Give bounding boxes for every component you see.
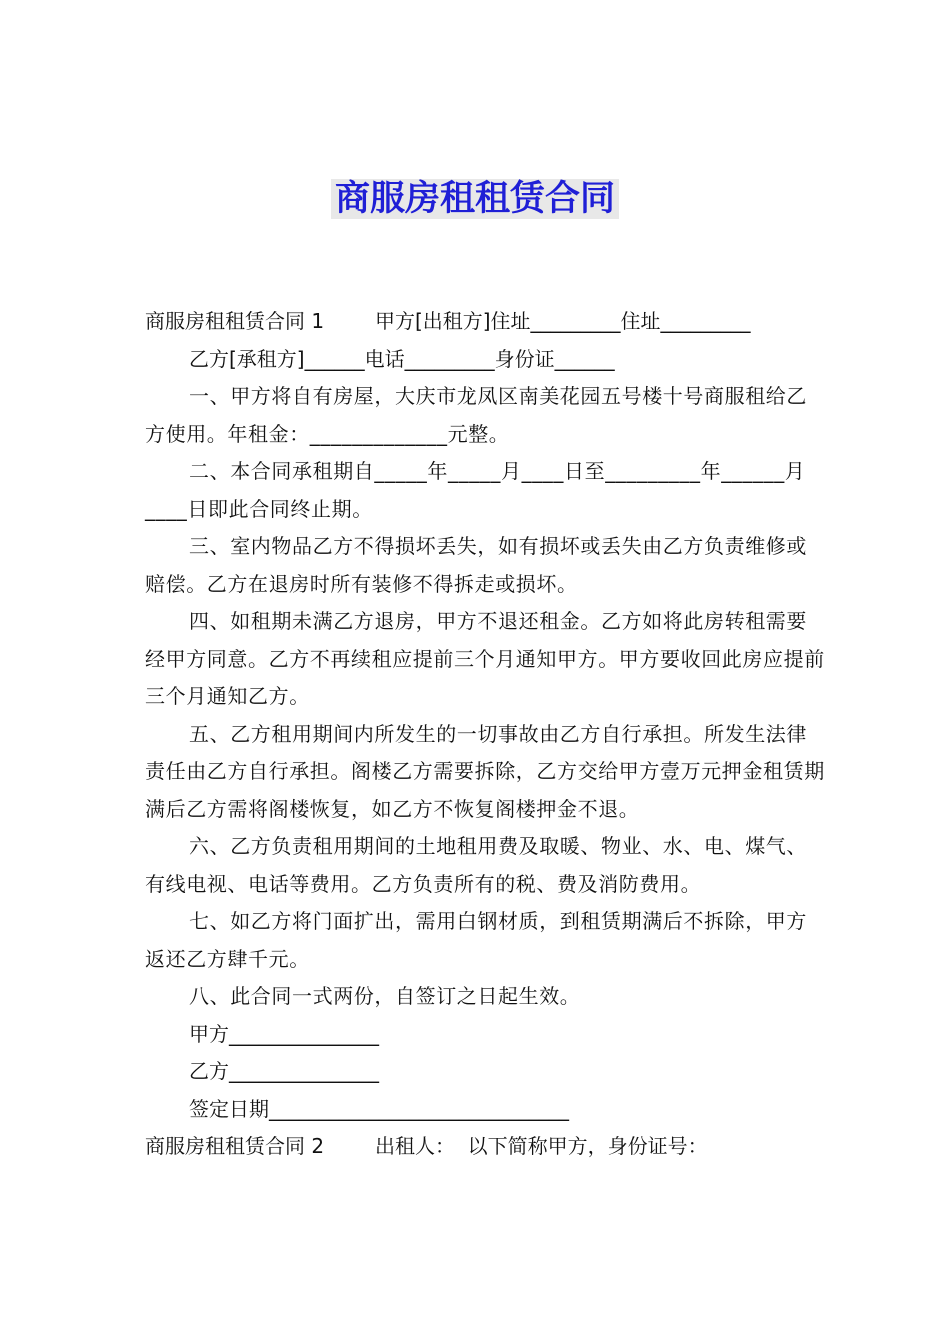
clause-7: 七、如乙方将门面扩出，需用白钢材质，到租赁期满后不拆除，甲方返还乙方肆千元。: [145, 909, 807, 971]
clause-6: 六、乙方负责租用期间的土地租用费及取暖、物业、水、电、煤气、有线电视、电话等费用。乙方负责所有的税、费及消防费用。: [145, 834, 807, 896]
clause-3: 三、室内物品乙方不得损坏丢失，如有损坏或丢失由乙方负责维修或赔偿。乙方在退房时所有装修不得拆走或损坏。: [145, 534, 807, 596]
signature-date: 签定日期______________________________: [189, 1096, 569, 1121]
contract-2-header: 商服房租租赁合同 2 出租人： 以下简称甲方，身份证号：: [145, 1134, 708, 1158]
title-text: 商服房租租赁合同: [331, 179, 619, 219]
clause-5: 五、乙方租用期间内所发生的一切事故由乙方自行承担。所发生法律责任由乙方自行承担。阁楼乙方需要拆除，乙方交给甲方壹万元押金租赁期满后乙方需将阁楼恢复，如乙方不恢复阁楼押金不退。: [145, 721, 825, 821]
clause-8: 八、此合同一式两份，自签订之日起生效。: [189, 984, 581, 1008]
header-line-party-a: 商服房租租赁合同 1 甲方[出租方]住址_________住址_________: [145, 309, 751, 333]
signature-party-a: 甲方_______________: [189, 1021, 379, 1046]
clause-1: 一、甲方将自有房屋，大庆市龙凤区南美花园五号楼十号商服租给乙方使用。年租金：_____________元整。: [145, 384, 807, 446]
document-body: [145, 303, 825, 1166]
header-line-party-b: 乙方[承租方]______电话_________身份证______: [189, 346, 615, 371]
clause-2: 二、本合同承租期自_____年_____月____日至_________年______月____日即此合同终止期。: [145, 459, 806, 521]
clause-4: 四、如租期未满乙方退房，甲方不退还租金。乙方如将此房转租需要经甲方同意。乙方不再续租应提前三个月通知甲方。甲方要收回此房应提前三个月通知乙方。: [145, 609, 825, 708]
document-title: [0, 175, 950, 223]
signature-party-b: 乙方_______________: [189, 1059, 379, 1083]
